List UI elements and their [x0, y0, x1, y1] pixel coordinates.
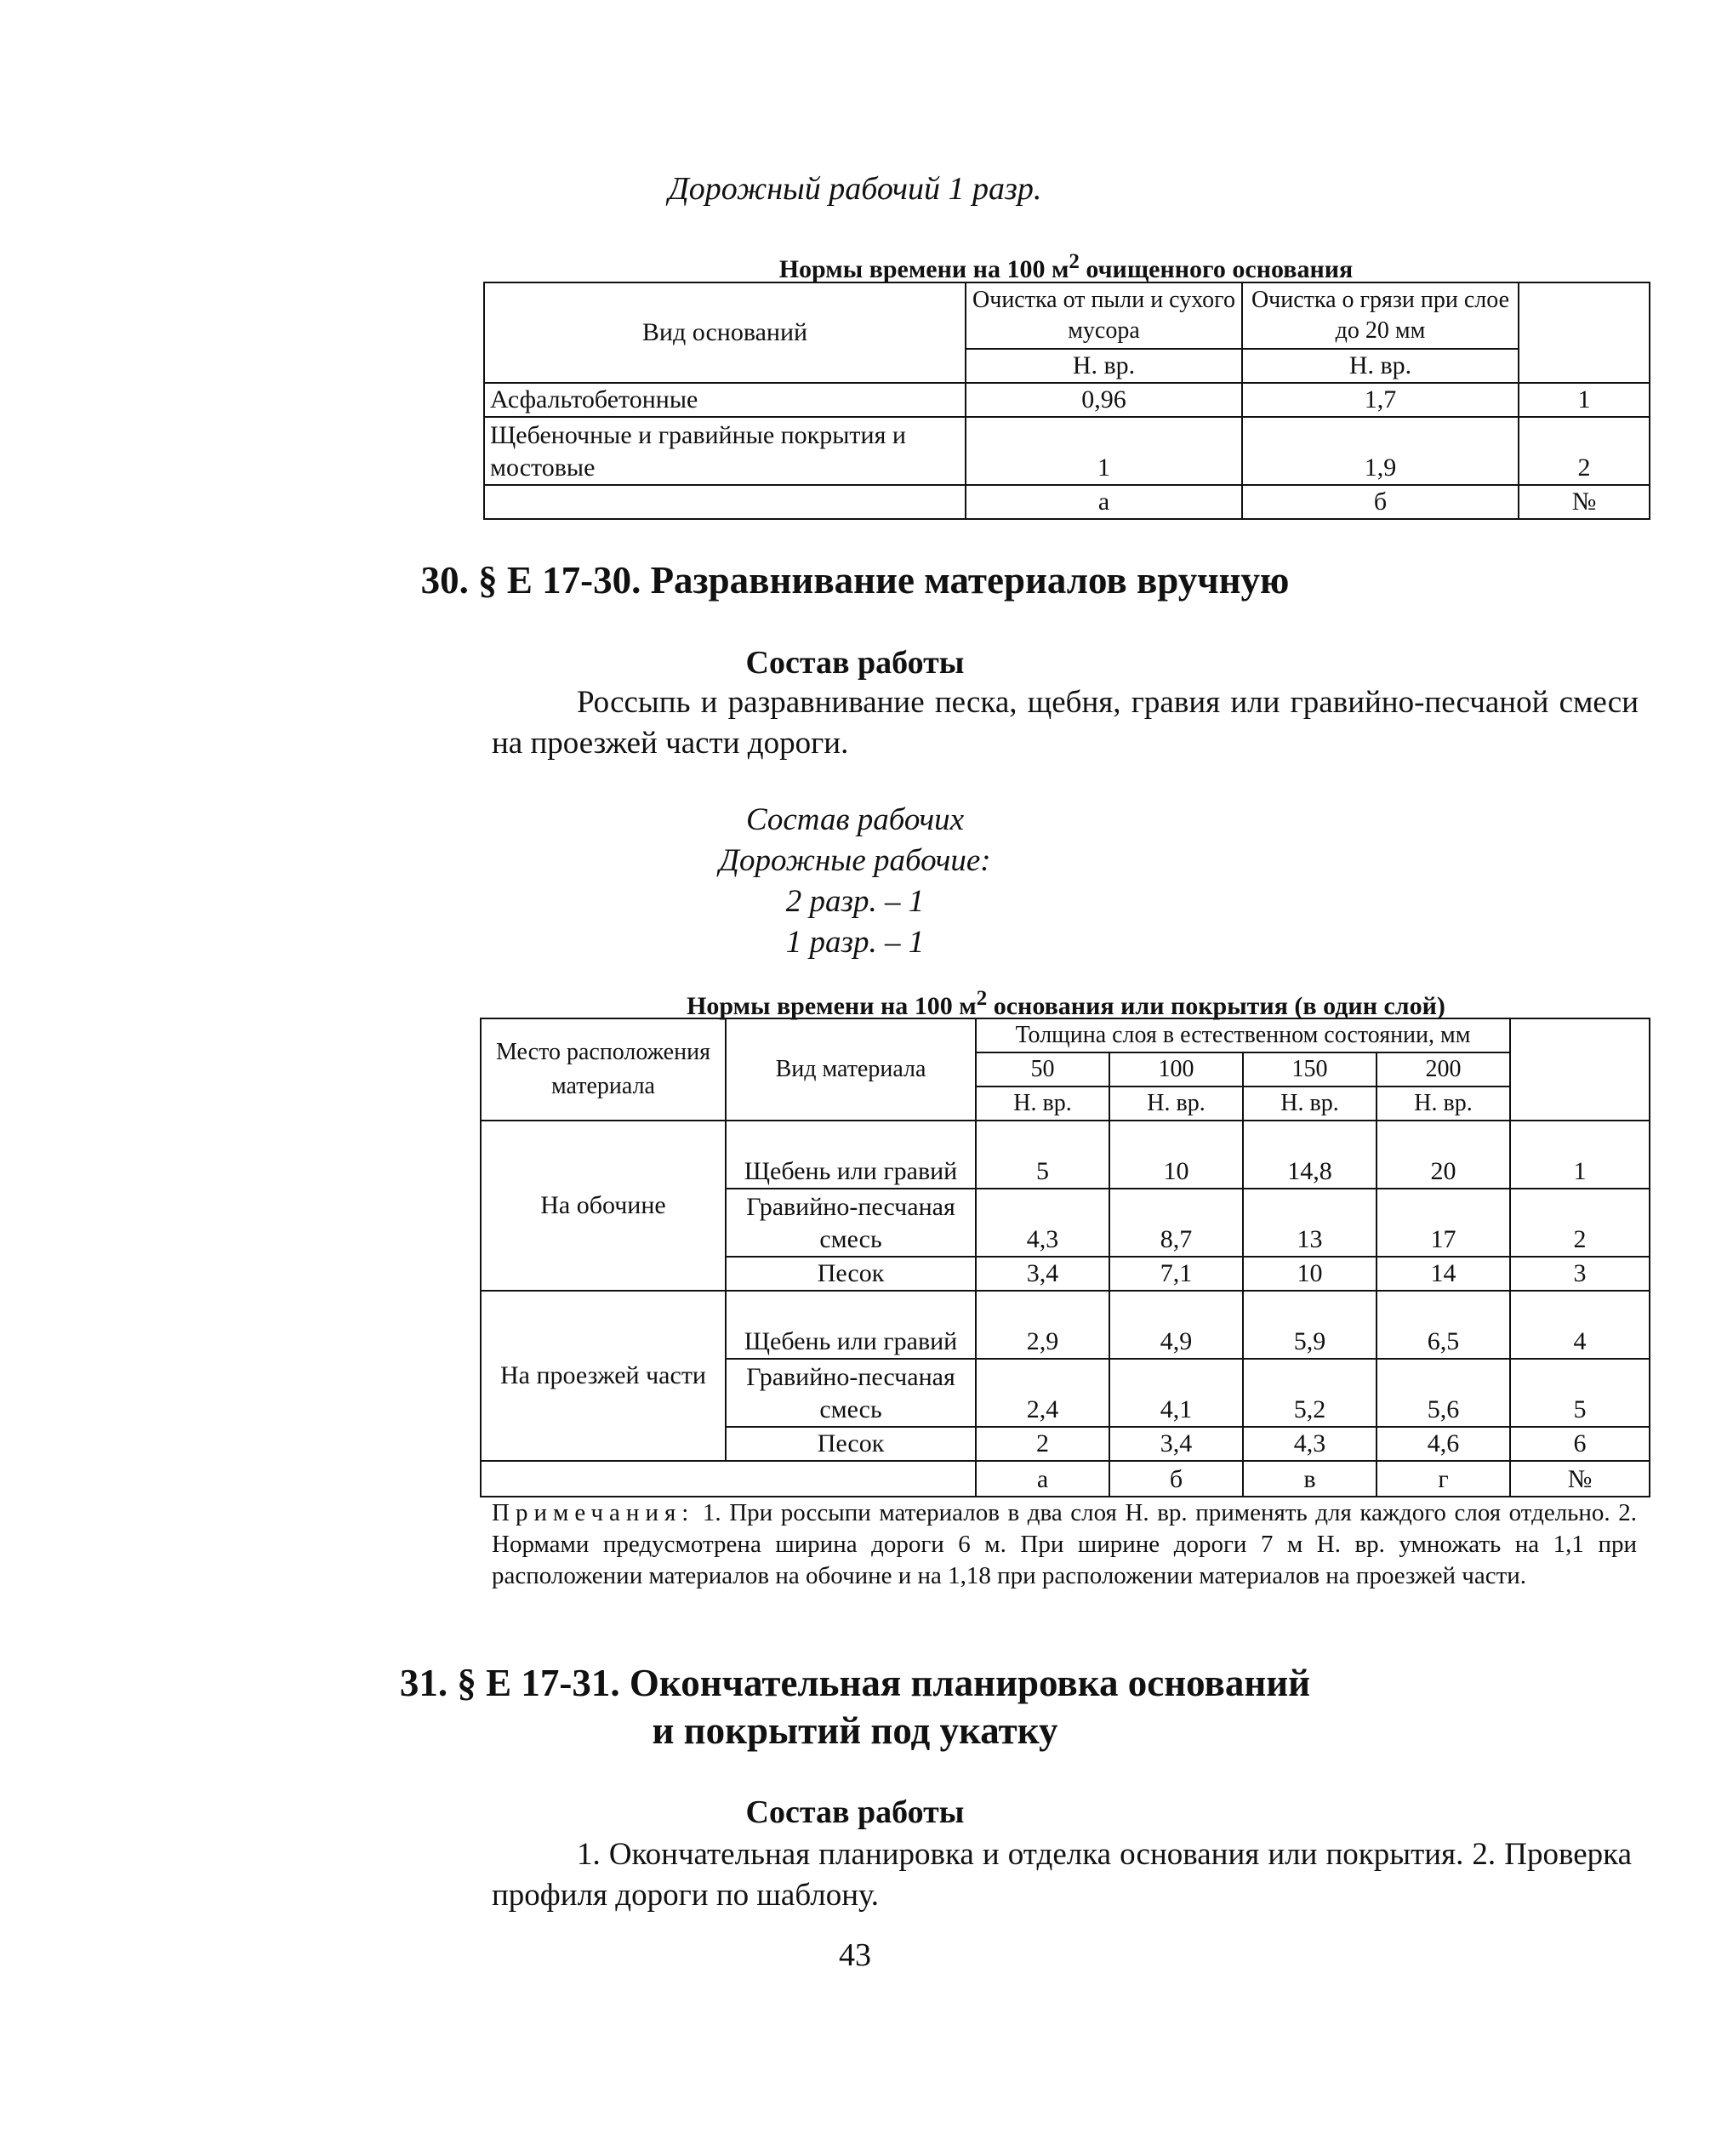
header-thickness-value: 100 [1109, 1052, 1243, 1087]
table-cell-value: 1,7 [1242, 383, 1519, 417]
section30-title: 30. § Е 17-30. Разравнивание материалов вручную [420, 559, 1290, 602]
section31-work-heading: Состав работы [745, 1794, 965, 1830]
footer-col-label: в [1243, 1461, 1377, 1497]
table-cell-value: 14 [1377, 1257, 1510, 1291]
section30-work-text: Россыпь и разравнивание песка, щебня, гравия или гравийно-песчаной смеси на проезжей части дороги. [492, 685, 1639, 761]
table2 [480, 1018, 1650, 1497]
table-row-name: Асфальтобетонные [484, 383, 966, 417]
table-cell-value: 1 [966, 417, 1242, 485]
table-cell-value: 13 [1243, 1189, 1377, 1257]
header-mud-cleaning: Очистка о грязи при слое до 20 мм [1242, 282, 1519, 349]
header-thickness: Толщина слоя в естественном состоянии, мм [976, 1018, 1510, 1052]
table-cell-value: 5,9 [1243, 1291, 1377, 1359]
note-text: 1. При россыпи материалов в два слоя Н. вр. применять для каждого слоя отдельно. 2. Нормами предусмотрена ширина дороги 6 м. При ширине дороги 7 м Н. вр. умножать на 1,1 при расположении материалов на обочине и на 1,18 при расположении материалов на проезжей части. [492, 1499, 1637, 1589]
table-cell-value: 20 [1377, 1121, 1510, 1189]
table-row-material: Щебень или гравий [726, 1291, 976, 1359]
table2-caption [483, 987, 1649, 1021]
table-row-number: 4 [1510, 1291, 1650, 1359]
header-unit: Н. вр. [976, 1087, 1109, 1121]
section30-crew [0, 800, 1710, 963]
footer-empty [481, 1461, 976, 1497]
table1 [483, 282, 1650, 520]
table-cell-value: 5 [976, 1121, 1109, 1189]
footer-empty [484, 485, 966, 519]
header-empty [1510, 1018, 1650, 1121]
table-cell-value: 2,9 [976, 1291, 1109, 1359]
footer-col-label: а [976, 1461, 1109, 1497]
header-thickness-value: 150 [1243, 1052, 1377, 1087]
table-cell-value: 4,6 [1377, 1427, 1510, 1461]
header-location: Место расположения материала [481, 1018, 726, 1121]
footer-col-label: а [966, 485, 1242, 519]
table-cell-value: 10 [1243, 1257, 1377, 1291]
header-unit: Н. вр. [1109, 1087, 1243, 1121]
crew-heading: Состав рабочих [745, 802, 965, 837]
header-empty [1519, 282, 1650, 383]
header-unit: Н. вр. [1242, 349, 1519, 383]
table-cell-value: 4,3 [976, 1189, 1109, 1257]
footer-col-label: г [1377, 1461, 1510, 1497]
table-cell-value: 1,9 [1242, 417, 1519, 485]
footer-col-label: б [1109, 1461, 1243, 1497]
section31-title-line: 31. § Е 17-31. Окончательная планировка оснований [399, 1662, 1311, 1704]
table-row-number: 5 [1510, 1359, 1650, 1427]
table-cell-value: 2 [976, 1427, 1109, 1461]
table-cell-value: 0,96 [966, 383, 1242, 417]
table-row-number: 1 [1510, 1121, 1650, 1189]
table-cell-value: 14,8 [1243, 1121, 1377, 1189]
header-thickness-value: 50 [976, 1052, 1109, 1087]
table-row-number: 3 [1510, 1257, 1650, 1291]
header-base-type: Вид оснований [484, 282, 966, 383]
header-unit: Н. вр. [966, 349, 1242, 383]
crew-line: 1 разр. – 1 [785, 925, 925, 960]
table1-caption-text: Нормы времени на 100 м [778, 255, 1069, 283]
header-dust-cleaning: Очистка от пыли и сухого мусора [966, 282, 1242, 349]
section31-title [0, 1659, 1710, 1754]
group-location: На обочине [481, 1121, 726, 1291]
header-thickness-value: 200 [1377, 1052, 1510, 1087]
table-cell-value: 6,5 [1377, 1291, 1510, 1359]
section31-work-text: 1. Окончательная планировка и отделка основания или покрытия. 2. Проверка профиля дороги по шаблону. [492, 1837, 1632, 1913]
table-cell-value: 10 [1109, 1121, 1243, 1189]
page-number: 43 [839, 1937, 871, 1973]
table-cell-value: 2,4 [976, 1359, 1109, 1427]
table-row-name: Щебеночные и гравийные покрытия и мостовые [484, 417, 966, 485]
table-row-number: 2 [1510, 1189, 1650, 1257]
table-row-material: Песок [726, 1257, 976, 1291]
table-row-number: 2 [1519, 417, 1650, 485]
table2-caption-superscript: 2 [976, 987, 988, 1010]
table-row-material: Гравийно-песчаная смесь [726, 1189, 976, 1257]
footer-number-label: № [1519, 485, 1650, 519]
crew-line: Дорожные рабочие: [719, 843, 991, 878]
table1-caption [483, 250, 1649, 284]
section30-work-heading: Состав работы [745, 645, 965, 681]
profession-line: Дорожный рабочий 1 разр. [668, 171, 1042, 207]
header-material: Вид материала [726, 1018, 976, 1121]
footer-number-label: № [1510, 1461, 1650, 1497]
table-row-number: 1 [1519, 383, 1650, 417]
crew-line: 2 разр. – 1 [785, 884, 925, 919]
table-cell-value: 4,9 [1109, 1291, 1243, 1359]
section31-title-line: и покрытий под укатку [652, 1709, 1058, 1752]
table-row-material: Гравийно-песчаная смесь [726, 1359, 976, 1427]
table-cell-value: 7,1 [1109, 1257, 1243, 1291]
group-location: На проезжей части [481, 1291, 726, 1461]
table2-caption-text: Нормы времени на 100 м [687, 992, 977, 1020]
table-cell-value: 17 [1377, 1189, 1510, 1257]
table2-caption-text-end: основания или покрытия (в один слой) [987, 992, 1445, 1020]
table-cell-value: 4,3 [1243, 1427, 1377, 1461]
header-unit: Н. вр. [1243, 1087, 1377, 1121]
table-row-material: Щебень или гравий [726, 1121, 976, 1189]
footer-col-label: б [1242, 485, 1519, 519]
table-cell-value: 3,4 [976, 1257, 1109, 1291]
header-unit: Н. вр. [1377, 1087, 1510, 1121]
table-row-material: Песок [726, 1427, 976, 1461]
table-row-number: 6 [1510, 1427, 1650, 1461]
note-label: Примечания: [492, 1499, 695, 1526]
table-cell-value: 4,1 [1109, 1359, 1243, 1427]
table2-note [492, 1497, 1637, 1592]
table-cell-value: 5,2 [1243, 1359, 1377, 1427]
table-cell-value: 8,7 [1109, 1189, 1243, 1257]
table-cell-value: 3,4 [1109, 1427, 1243, 1461]
table-cell-value: 5,6 [1377, 1359, 1510, 1427]
table1-caption-superscript: 2 [1069, 250, 1080, 273]
table1-caption-text-end: очищенного основания [1079, 255, 1354, 283]
